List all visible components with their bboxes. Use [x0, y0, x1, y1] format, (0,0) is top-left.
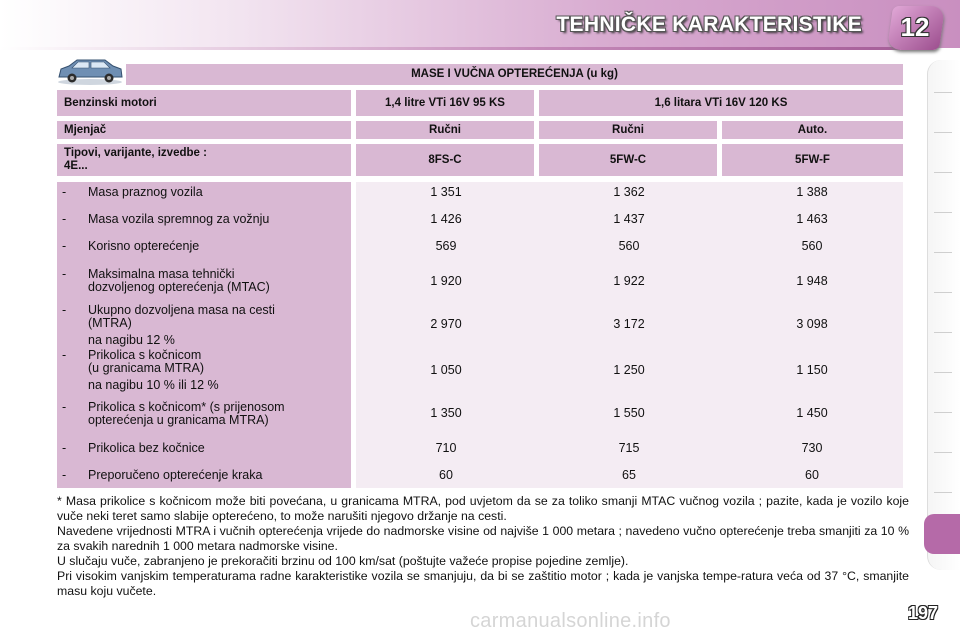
engine-label: Benzinski motori: [57, 90, 351, 116]
row-label: Prikolica bez kočnice: [88, 441, 205, 455]
row-value: 560: [618, 239, 640, 253]
row-value: 3 098: [796, 317, 828, 331]
tab-divider: [934, 292, 952, 293]
note-paragraph: Pri visokim vanjskim temperaturama radne karakteristike vozila se smanjuju, da bi se zaštitio motor ; kada je vanjska tempe-ratura veća od 37 °C, smanjite masu koju vučete.: [57, 569, 909, 598]
row-value: 1 426: [430, 212, 462, 226]
table-title: MASE I VUČNA OPTEREĆENJA (u kg): [126, 64, 903, 85]
row-dash: -: [62, 303, 67, 317]
notes-section: [57, 494, 909, 599]
tab-divider: [934, 212, 952, 213]
gearbox-2: Ručni: [539, 121, 717, 139]
tab-divider: [934, 492, 952, 493]
row-dash: -: [62, 212, 67, 226]
row-label: Preporučeno opterećenje kraka: [88, 468, 263, 482]
gearbox-label: Mjenjač: [57, 121, 351, 139]
row-label: Prikolica s kočnicom (u granicama MTRA): [88, 348, 204, 375]
row-dash: -: [62, 267, 67, 281]
row-dash: -: [62, 400, 67, 414]
row-value: 65: [622, 468, 636, 482]
row-label: Maksimalna masa tehnički dozvoljenog opterećenja (MTAC): [88, 267, 270, 294]
note-paragraph: Navedene vrijednosti MTRA i vučnih opterećenja vrijede do nadmorske visine od najviše 1 000 metara ; navedeno vučno opterećenje treba smanjiti za 10 % za svakih narednih 1 000 metara nadmorske visine.: [57, 524, 909, 553]
row-value: 1 388: [796, 185, 828, 199]
tab-divider: [934, 332, 952, 333]
row-dash: -: [62, 348, 67, 362]
page-number: 197: [907, 603, 938, 623]
row-label: Prikolica s kočnicom* (s prijenosom opterećenja u granicama MTRA): [88, 400, 285, 427]
tab-divider: [934, 172, 952, 173]
row-value: 1 437: [613, 212, 645, 226]
engine-2: 1,6 litara VTi 16V 120 KS: [539, 90, 903, 116]
row-label: Masa vozila spremnog za vožnju: [88, 212, 270, 226]
row-value: 715: [618, 441, 640, 455]
car-icon: [55, 56, 125, 86]
tab-divider: [934, 92, 952, 93]
row-value: 1 150: [796, 363, 828, 377]
gearbox-3: Auto.: [722, 121, 903, 139]
row-subnote: na nagibu 12 %: [88, 333, 175, 347]
watermark: carmanualsonline.info: [470, 610, 671, 632]
header-divider: [0, 47, 900, 50]
row-value: 1 463: [796, 212, 828, 226]
tab-divider: [934, 132, 952, 133]
types-label: Tipovi, varijante, izvedbe : 4E...: [57, 144, 351, 176]
row-label: Masa praznog vozila: [88, 185, 203, 199]
gearbox-1: Ručni: [356, 121, 534, 139]
row-value: 1 920: [430, 274, 462, 288]
row-dash: -: [62, 185, 67, 199]
row-dash: -: [62, 239, 67, 253]
row-value: 3 172: [613, 317, 645, 331]
row-value: 60: [439, 468, 453, 482]
row-value: 560: [801, 239, 823, 253]
tab-divider: [934, 412, 952, 413]
row-value: 1 250: [613, 363, 645, 377]
row-value: 1 362: [613, 185, 645, 199]
page-title: TEHNIČKE KARAKTERISTIKE: [556, 13, 862, 36]
type-1: 8FS-C: [356, 144, 534, 176]
row-value: 60: [805, 468, 819, 482]
row-value: 710: [435, 441, 457, 455]
row-value: 730: [801, 441, 823, 455]
note-paragraph: U slučaju vuče, zabranjeno je prekoračiti brzinu od 100 km/sat (poštujte važeće propise pojedine zemlje).: [57, 554, 629, 568]
row-value: 569: [435, 239, 457, 253]
chapter-tabs[interactable]: [927, 60, 960, 570]
row-value: 1 948: [796, 274, 828, 288]
row-value: 1 550: [613, 406, 645, 420]
row-value: 1 050: [430, 363, 462, 377]
active-chapter-tab[interactable]: [924, 514, 960, 554]
type-2: 5FW-C: [539, 144, 717, 176]
row-dash: -: [62, 441, 67, 455]
row-label: Ukupno dozvoljena masa na cesti (MTRA): [88, 303, 275, 330]
row-value: 1 351: [430, 185, 462, 199]
row-label: Korisno opterećenje: [88, 239, 200, 253]
chapter-number: 12: [900, 12, 930, 42]
footnote: * Masa prikolice s kočnicom može biti povećana, u granicama MTRA, pod uvjetom da se za toliko smanji MTAC vučnog vozila ; pazite, kada je vozilo koje vuče neki teret samo slabije opterećeno, to može narušiti njegovo držanje na cesti.: [57, 494, 909, 523]
row-subnote: na nagibu 10 % ili 12 %: [88, 378, 219, 392]
row-value: 1 450: [796, 406, 828, 420]
type-3: 5FW-F: [722, 144, 903, 176]
tab-divider: [934, 252, 952, 253]
row-value: 1 350: [430, 406, 462, 420]
row-value: 1 922: [613, 274, 645, 288]
tab-divider: [934, 452, 952, 453]
row-dash: -: [62, 468, 67, 482]
tab-divider: [934, 372, 952, 373]
engine-1: 1,4 litre VTi 16V 95 KS: [356, 90, 534, 116]
row-value: 2 970: [430, 317, 462, 331]
